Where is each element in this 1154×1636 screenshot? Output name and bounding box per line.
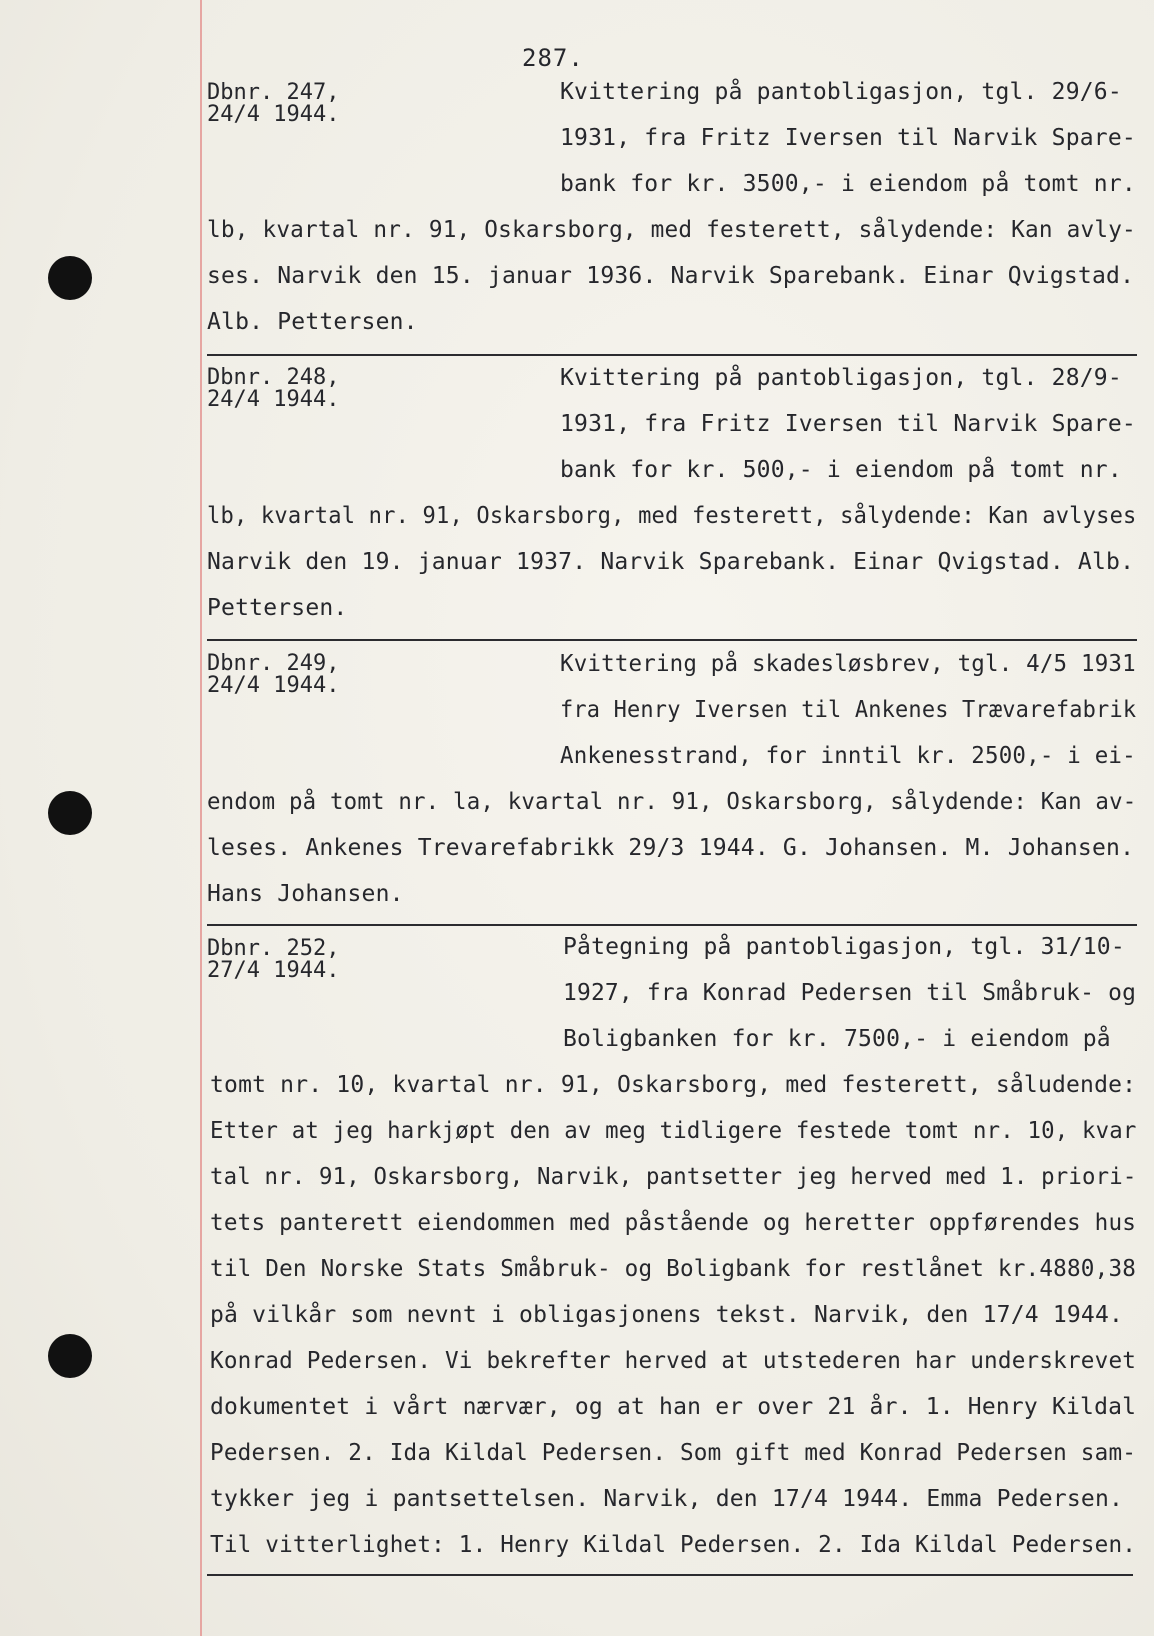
entry-text-line: 1927, fra Konrad Pedersen til Småbruk- og [563, 980, 1137, 1006]
page-number: 287. [522, 44, 584, 72]
entry-text-line: Hans Johansen. [207, 881, 404, 907]
entry-text-line: 1931, fra Fritz Iversen til Narvik Spare- [560, 411, 1136, 437]
entry-text-line: Etter at jeg harkjøpt den av meg tidligere festede tomt nr. 10, kvar [210, 1118, 1137, 1144]
entry-text-line: lb, kvartal nr. 91, Oskarsborg, med festerett, sålydende: Kan avly- [207, 217, 1136, 243]
entry-text-line: tykker jeg i pantsettelsen. Narvik, den 17/4 1944. Emma Pedersen. [210, 1486, 1124, 1512]
entry-text-line: Alb. Pettersen. [207, 309, 418, 335]
entry-text-line: fra Henry Iversen til Ankenes Trævarefabrik [560, 697, 1137, 723]
dbnr-label: Dbnr. 247, [207, 80, 340, 105]
entry-text-line: bank for kr. 500,- i eiendom på tomt nr. [560, 457, 1122, 483]
entry-text-line: tomt nr. 10, kvartal nr. 91, Oskarsborg, med festerett, såludende: [210, 1072, 1137, 1098]
entry-text-line: Kvittering på pantobligasjon, tgl. 29/6- [560, 79, 1122, 105]
margin-line [200, 0, 202, 1636]
entry-separator [207, 1574, 1133, 1576]
entry-text-line: Kvittering på skadesløsbrev, tgl. 4/5 1931 [560, 651, 1136, 677]
entry-separator [207, 639, 1137, 641]
entry-text-line: Konrad Pedersen. Vi bekrefter herved at utstederen har underskrevet [210, 1348, 1137, 1374]
entry-text-line: Narvik den 19. januar 1937. Narvik Sparebank. Einar Qvigstad. Alb. [207, 549, 1135, 575]
entry-date: 24/4 1944. [207, 387, 340, 412]
entry-text-line: Boligbanken for kr. 7500,- i eiendom på [563, 1026, 1111, 1052]
dbnr-label: Dbnr. 248, [207, 365, 340, 390]
dbnr-label: Dbnr. 249, [207, 651, 340, 676]
entry-text-line: 1931, fra Fritz Iversen til Narvik Spare- [560, 125, 1136, 151]
entry-separator [207, 354, 1137, 356]
entry-date: 24/4 1944. [207, 673, 340, 698]
entry-text-line: tal nr. 91, Oskarsborg, Narvik, pantsetter jeg herved med 1. priori- [210, 1164, 1137, 1190]
punch-hole [48, 256, 92, 300]
entry-text-line: Til vitterlighet: 1. Henry Kildal Pedersen. 2. Ida Kildal Pedersen. [210, 1532, 1137, 1558]
dbnr-label: Dbnr. 252, [207, 936, 340, 961]
entry-separator [207, 924, 1137, 926]
punch-hole [48, 1334, 92, 1378]
entry-text-line: endom på tomt nr. la, kvartal nr. 91, Oskarsborg, sålydende: Kan av- [207, 789, 1137, 815]
entry-date: 27/4 1944. [207, 958, 340, 983]
entry-text-line: tets panterett eiendommen med påstående og heretter oppførendes hus [210, 1210, 1137, 1236]
entry-text-line: dokumentet i vårt nærvær, og at han er over 21 år. 1. Henry Kildal [210, 1394, 1137, 1420]
entry-text-line: Kvittering på pantobligasjon, tgl. 28/9- [560, 365, 1122, 391]
entry-text-line: til Den Norske Stats Småbruk- og Boligbank for restlånet kr.4880,38 [210, 1256, 1137, 1282]
entry-text-line: Pedersen. 2. Ida Kildal Pedersen. Som gift med Konrad Pedersen sam- [210, 1440, 1137, 1466]
entry-text-line: leses. Ankenes Trevarefabrikk 29/3 1944. G. Johansen. M. Johansen. [207, 835, 1135, 861]
entry-text-line: Ankenesstrand, for inntil kr. 2500,- i ei- [560, 743, 1136, 769]
entry-text-line: Pettersen. [207, 595, 348, 621]
entry-text-line: Påtegning på pantobligasjon, tgl. 31/10- [563, 934, 1125, 960]
entry-text-line: bank for kr. 3500,- i eiendom på tomt nr. [560, 171, 1136, 197]
entry-text-line: ses. Narvik den 15. januar 1936. Narvik Sparebank. Einar Qvigstad. [207, 263, 1135, 289]
entry-text-line: lb, kvartal nr. 91, Oskarsborg, med festerett, sålydende: Kan avlyses [207, 503, 1137, 529]
entry-text-line: på vilkår som nevnt i obligasjonens tekst. Narvik, den 17/4 1944. [210, 1302, 1124, 1328]
punch-hole [48, 791, 92, 835]
entry-date: 24/4 1944. [207, 102, 340, 127]
